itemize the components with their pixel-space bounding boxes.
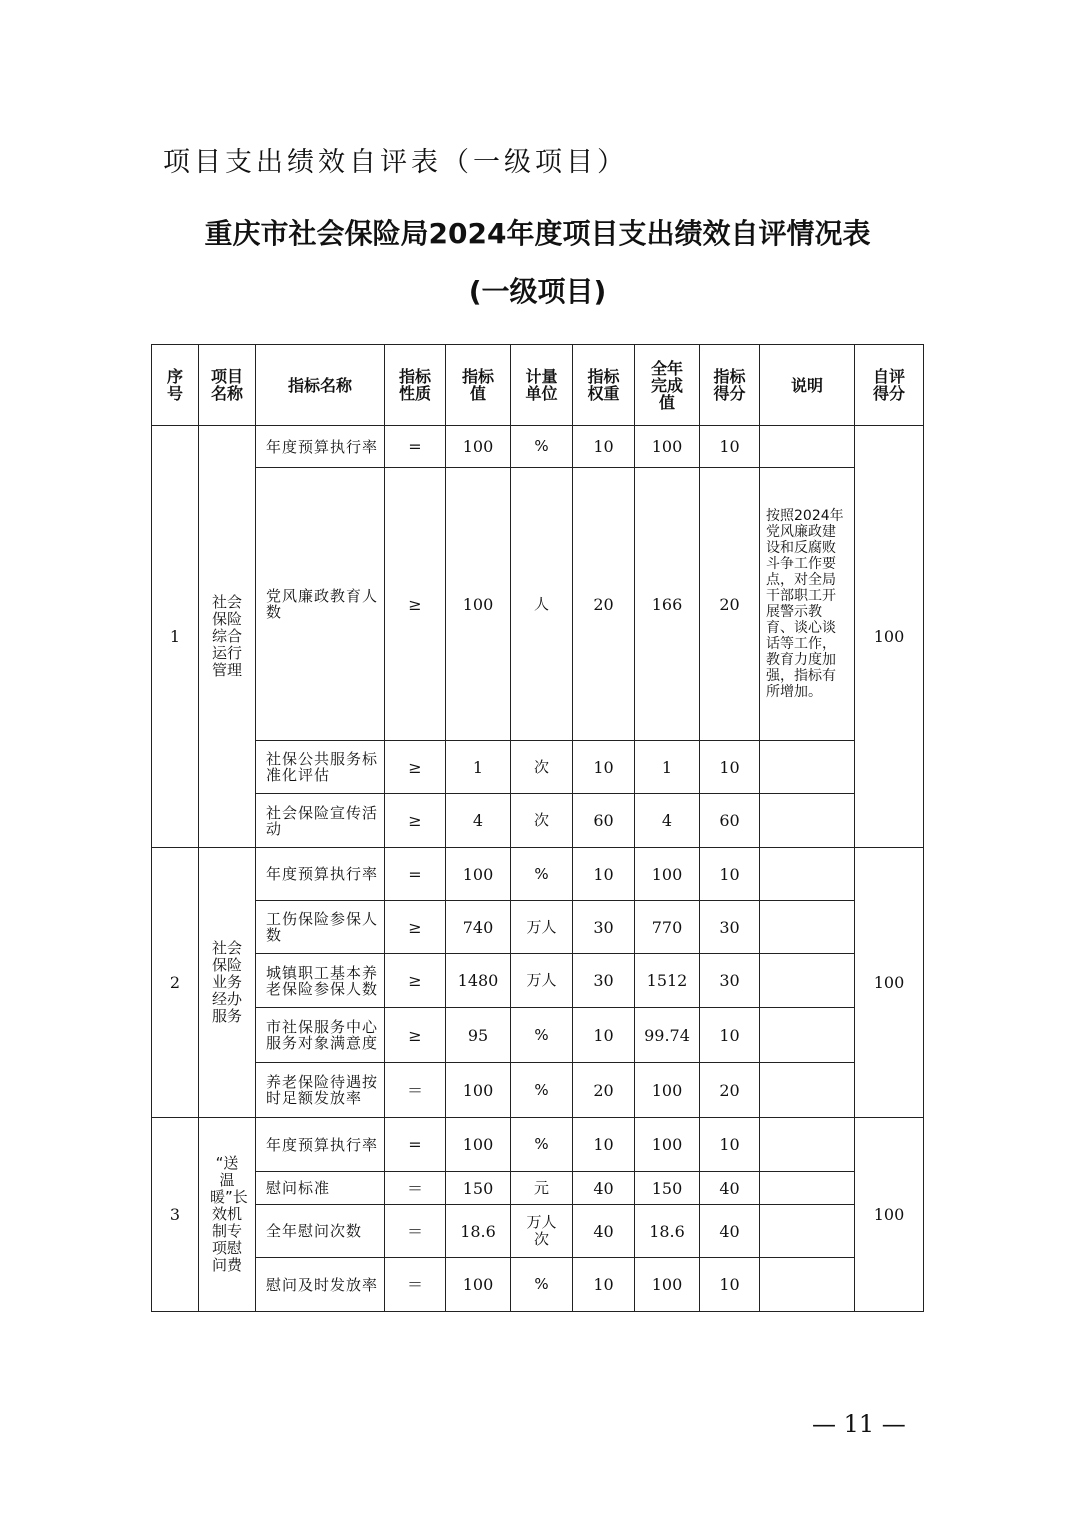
indicator-unit: % [511, 848, 573, 901]
indicator-nature: ＝ [385, 1258, 446, 1312]
indicator-actual: 18.6 [635, 1205, 700, 1258]
indicator-actual: 1 [635, 741, 700, 794]
indicator-weight: 30 [573, 901, 635, 954]
project-no: 3 [152, 1118, 199, 1312]
indicator-name: 年度预算执行率 [256, 426, 385, 468]
page-number: — 11 — [812, 1410, 906, 1438]
indicator-value: 100 [446, 1258, 511, 1312]
indicator-nature: ≥ [385, 741, 446, 794]
indicator-unit: 次 [511, 741, 573, 794]
indicator-weight: 60 [573, 794, 635, 848]
indicator-note [760, 794, 855, 848]
indicator-note [760, 741, 855, 794]
col-header-nature: 指标性质 [385, 345, 446, 426]
indicator-value: 1 [446, 741, 511, 794]
indicator-unit: 次 [511, 794, 573, 848]
indicator-name: 社会保险宣传活动 [256, 794, 385, 848]
table-row [152, 794, 924, 848]
indicator-name: 慰问标准 [256, 1172, 385, 1205]
indicator-points: 10 [700, 848, 760, 901]
indicator-nature: ＝ [385, 1172, 446, 1205]
indicator-value: 4 [446, 794, 511, 848]
indicator-name: 全年慰问次数 [256, 1205, 385, 1258]
indicator-unit: % [511, 1008, 573, 1063]
indicator-nature: ≥ [385, 1008, 446, 1063]
indicator-note [760, 426, 855, 468]
indicator-points: 10 [700, 1258, 760, 1312]
indicator-name: 社保公共服务标准化评估 [256, 741, 385, 794]
col-header-indicator: 指标名称 [256, 345, 385, 426]
indicator-points: 10 [700, 1008, 760, 1063]
indicator-weight: 10 [573, 848, 635, 901]
indicator-points: 40 [700, 1205, 760, 1258]
project-name: 社会保险综合运行管理 [199, 426, 256, 848]
col-header-weight: 指标权重 [573, 345, 635, 426]
indicator-points: 40 [700, 1172, 760, 1205]
indicator-unit: % [511, 1063, 573, 1118]
project-name: “送温暖”长效机制专项慰问费 [199, 1118, 256, 1312]
indicator-nature: = [385, 426, 446, 468]
indicator-unit: 万人次 [511, 1205, 573, 1258]
table-row [152, 848, 924, 901]
col-header-note: 说明 [760, 345, 855, 426]
indicator-actual: 99.74 [635, 1008, 700, 1063]
indicator-nature: = [385, 1118, 446, 1172]
indicator-note [760, 1118, 855, 1172]
table-row [152, 426, 924, 468]
col-header-points: 指标得分 [700, 345, 760, 426]
indicator-value: 740 [446, 901, 511, 954]
indicator-unit: 元 [511, 1172, 573, 1205]
indicator-unit: % [511, 1118, 573, 1172]
indicator-unit: % [511, 1258, 573, 1312]
table-row [152, 1258, 924, 1312]
indicator-weight: 30 [573, 954, 635, 1008]
indicator-name: 党风廉政教育人数 [256, 468, 385, 741]
indicator-value: 100 [446, 848, 511, 901]
indicator-points: 60 [700, 794, 760, 848]
col-header-project: 项目名称 [199, 345, 256, 426]
table-row [152, 901, 924, 954]
indicator-weight: 40 [573, 1205, 635, 1258]
table-row [152, 1172, 924, 1205]
indicator-value: 100 [446, 468, 511, 741]
indicator-note [760, 848, 855, 901]
indicator-points: 20 [700, 1063, 760, 1118]
indicator-value: 150 [446, 1172, 511, 1205]
col-header-unit: 计量单位 [511, 345, 573, 426]
table-row [152, 1118, 924, 1172]
table-row [152, 1205, 924, 1258]
indicator-value: 95 [446, 1008, 511, 1063]
indicator-value: 100 [446, 1118, 511, 1172]
table-row [152, 468, 924, 741]
project-name: 社会保险业务经办服务 [199, 848, 256, 1118]
indicator-unit: 人 [511, 468, 573, 741]
indicator-actual: 100 [635, 426, 700, 468]
project-no: 2 [152, 848, 199, 1118]
indicator-unit: % [511, 426, 573, 468]
table-row [152, 741, 924, 794]
indicator-points: 20 [700, 468, 760, 741]
indicator-value: 18.6 [446, 1205, 511, 1258]
performance-table [151, 344, 924, 1312]
indicator-weight: 10 [573, 741, 635, 794]
table-row [152, 1063, 924, 1118]
indicator-note [760, 1063, 855, 1118]
form-label: 项目支出绩效自评表（一级项目） [163, 147, 628, 178]
indicator-value: 100 [446, 426, 511, 468]
col-header-value: 指标值 [446, 345, 511, 426]
indicator-actual: 100 [635, 1063, 700, 1118]
indicator-actual: 1512 [635, 954, 700, 1008]
project-score: 100 [855, 848, 924, 1118]
indicator-points: 10 [700, 426, 760, 468]
indicator-nature: ≥ [385, 468, 446, 741]
col-header-score: 自评得分 [855, 345, 924, 426]
indicator-actual: 4 [635, 794, 700, 848]
indicator-actual: 150 [635, 1172, 700, 1205]
col-header-actual: 全年完成值 [635, 345, 700, 426]
indicator-nature: ≥ [385, 901, 446, 954]
indicator-weight: 40 [573, 1172, 635, 1205]
indicator-nature: ＝ [385, 1063, 446, 1118]
indicator-points: 30 [700, 901, 760, 954]
indicator-weight: 10 [573, 1258, 635, 1312]
project-score: 100 [855, 426, 924, 848]
indicator-name: 市社保服务中心服务对象满意度 [256, 1008, 385, 1063]
indicator-actual: 166 [635, 468, 700, 741]
project-no: 1 [152, 426, 199, 848]
indicator-note [760, 954, 855, 1008]
indicator-points: 30 [700, 954, 760, 1008]
indicator-value: 1480 [446, 954, 511, 1008]
table-row [152, 954, 924, 1008]
indicator-name: 年度预算执行率 [256, 848, 385, 901]
indicator-actual: 100 [635, 848, 700, 901]
table-row [152, 1008, 924, 1063]
indicator-actual: 100 [635, 1258, 700, 1312]
indicator-weight: 20 [573, 1063, 635, 1118]
indicator-note [760, 1258, 855, 1312]
indicator-points: 10 [700, 741, 760, 794]
indicator-value: 100 [446, 1063, 511, 1118]
indicator-name: 养老保险待遇按时足额发放率 [256, 1063, 385, 1118]
indicator-weight: 10 [573, 426, 635, 468]
indicator-nature: = [385, 848, 446, 901]
indicator-note [760, 1008, 855, 1063]
indicator-weight: 10 [573, 1118, 635, 1172]
indicator-actual: 770 [635, 901, 700, 954]
indicator-note [760, 901, 855, 954]
indicator-nature: ≥ [385, 954, 446, 1008]
table-header-row [152, 345, 924, 426]
indicator-unit: 万人 [511, 954, 573, 1008]
indicator-note [760, 1205, 855, 1258]
indicator-note: 按照2024年党风廉政建设和反腐败斗争工作要点，对全局干部职工开展警示教育、谈心谈话等工作，教育力度加强，指标有所增加。 [760, 468, 855, 741]
indicator-points: 10 [700, 1118, 760, 1172]
indicator-name: 慰问及时发放率 [256, 1258, 385, 1312]
indicator-actual: 100 [635, 1118, 700, 1172]
indicator-nature: ≥ [385, 794, 446, 848]
indicator-name: 年度预算执行率 [256, 1118, 385, 1172]
project-score: 100 [855, 1118, 924, 1312]
indicator-unit: 万人 [511, 901, 573, 954]
indicator-nature: ＝ [385, 1205, 446, 1258]
indicator-name: 工伤保险参保人数 [256, 901, 385, 954]
indicator-weight: 10 [573, 1008, 635, 1063]
col-header-no: 序号 [152, 345, 199, 426]
indicator-note [760, 1172, 855, 1205]
page-subtitle: (一级项目) [468, 275, 607, 308]
indicator-name: 城镇职工基本养老保险参保人数 [256, 954, 385, 1008]
page-title: 重庆市社会保险局2024年度项目支出绩效自评情况表 [204, 217, 871, 250]
indicator-weight: 20 [573, 468, 635, 741]
